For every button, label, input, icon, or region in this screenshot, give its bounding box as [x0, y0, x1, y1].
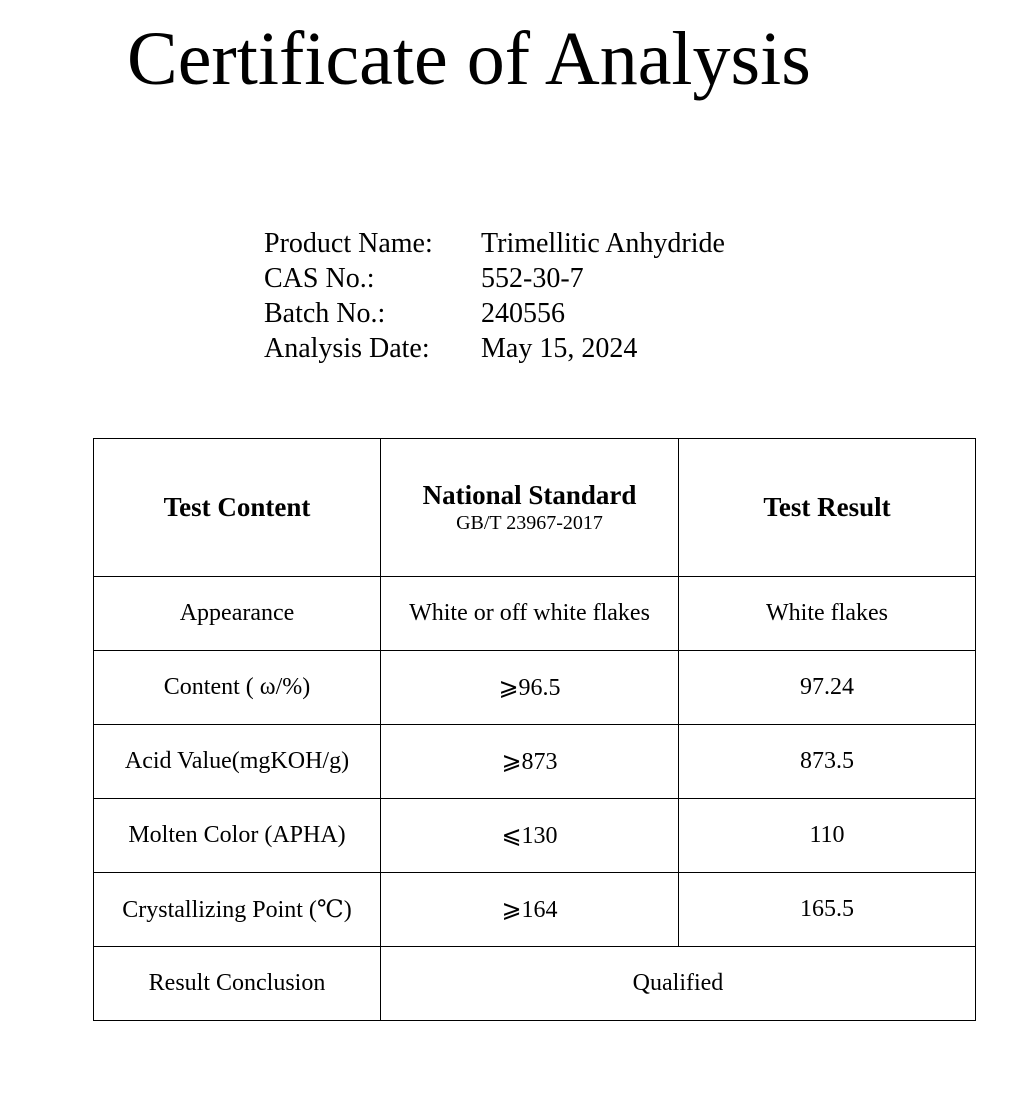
conclusion-row — [94, 947, 976, 1021]
product-name-label: Product Name: — [264, 228, 433, 259]
header-national-standard-label: National Standard — [422, 479, 637, 510]
table-row — [94, 725, 976, 799]
conclusion-label: Result Conclusion — [94, 947, 381, 1021]
document-title: Certificate of Analysis — [127, 17, 811, 101]
analysis-date-label: Analysis Date: — [264, 333, 430, 364]
batch-number-value: 240556 — [481, 298, 565, 329]
cell-test-item: Crystallizing Point (℃) — [94, 873, 381, 947]
table-row — [94, 651, 976, 725]
header-national-standard-code: GB/T 23967-2017 — [456, 511, 603, 534]
product-info — [264, 226, 725, 366]
cell-test-item: Molten Color (APHA) — [94, 799, 381, 873]
table-header-row — [94, 439, 976, 577]
cell-standard: ⩾164 — [381, 873, 679, 947]
cas-number-label: CAS No.: — [264, 263, 375, 294]
cell-standard: ⩾873 — [381, 725, 679, 799]
cell-standard: ⩽130 — [381, 799, 679, 873]
header-national-standard — [381, 439, 679, 577]
conclusion-value: Qualified — [381, 947, 976, 1021]
cell-standard: ⩾96.5 — [381, 651, 679, 725]
table-row — [94, 799, 976, 873]
batch-number-label: Batch No.: — [264, 298, 386, 329]
cell-test-item: Appearance — [94, 577, 381, 651]
header-test-content-label: Test Content — [163, 492, 311, 522]
cell-result: 873.5 — [679, 725, 976, 799]
cell-test-item: Content ( ω/%) — [94, 651, 381, 725]
batch-number-row — [264, 296, 725, 331]
analysis-table — [93, 438, 976, 1021]
cell-result: 110 — [679, 799, 976, 873]
table-row — [94, 873, 976, 947]
product-name-row — [264, 226, 725, 261]
table-row — [94, 577, 976, 651]
analysis-date-value: May 15, 2024 — [481, 333, 638, 364]
product-name-value: Trimellitic Anhydride — [481, 228, 725, 259]
header-test-result — [679, 439, 976, 577]
cell-test-item: Acid Value(mgKOH/g) — [94, 725, 381, 799]
cell-result: White flakes — [679, 577, 976, 651]
cas-number-row — [264, 261, 725, 296]
cas-number-value: 552-30-7 — [481, 263, 584, 294]
cell-standard: White or off white flakes — [381, 577, 679, 651]
analysis-date-row — [264, 331, 725, 366]
header-test-result-label: Test Result — [763, 492, 891, 522]
header-test-content — [94, 439, 381, 577]
cell-result: 97.24 — [679, 651, 976, 725]
cell-result: 165.5 — [679, 873, 976, 947]
